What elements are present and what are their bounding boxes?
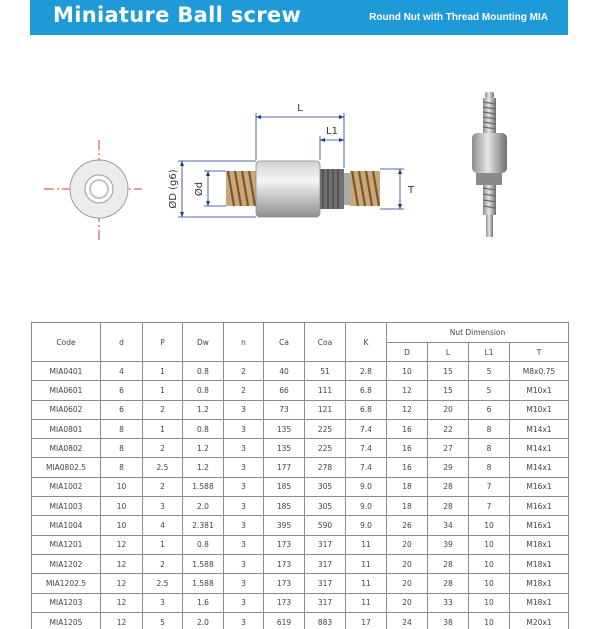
cell-dw: 1.2 <box>183 458 224 477</box>
cell-k: 6.8 <box>346 400 387 419</box>
cell-k: 11 <box>346 593 387 612</box>
cell-n: 3 <box>224 477 264 496</box>
table-row <box>32 419 569 438</box>
header-nut-L1: L1 <box>469 343 510 362</box>
cell-k: 11 <box>346 554 387 573</box>
table-row <box>32 381 569 400</box>
table-row <box>32 458 569 477</box>
cell-p: 2 <box>143 477 183 496</box>
cell-nut-D: 12 <box>387 381 428 400</box>
technical-drawing <box>30 80 430 240</box>
cell-nut-T: M16x1 <box>510 477 569 496</box>
cell-coa: 305 <box>305 477 346 496</box>
table-row <box>32 516 569 535</box>
cell-p: 2 <box>143 400 183 419</box>
table-row <box>32 497 569 516</box>
cell-nut-D: 18 <box>387 497 428 516</box>
cell-code: MIA1004 <box>32 516 101 535</box>
table-row <box>32 554 569 573</box>
header-nut-T: T <box>510 343 569 362</box>
cell-code: MIA0801 <box>32 419 101 438</box>
cell-nut-T: M18x1 <box>510 593 569 612</box>
page-title: Miniature Ball screw <box>53 3 302 27</box>
cell-dw: 1.6 <box>183 593 224 612</box>
spec-table <box>31 322 569 629</box>
cell-nut-L: 15 <box>428 381 469 400</box>
cell-nut-L1: 10 <box>469 612 510 629</box>
cell-p: 1 <box>143 535 183 554</box>
cell-ca: 173 <box>264 554 305 573</box>
spec-table-body <box>32 362 569 629</box>
cell-nut-D: 20 <box>387 593 428 612</box>
cell-d: 12 <box>101 535 143 554</box>
table-row <box>32 593 569 612</box>
cell-n: 3 <box>224 554 264 573</box>
cell-nut-L: 28 <box>428 554 469 573</box>
cell-nut-T: M18x1 <box>510 554 569 573</box>
cell-nut-L1: 10 <box>469 516 510 535</box>
cell-n: 3 <box>224 593 264 612</box>
cell-nut-D: 12 <box>387 400 428 419</box>
cell-code: MIA1201 <box>32 535 101 554</box>
cell-nut-L: 34 <box>428 516 469 535</box>
cell-nut-L1: 5 <box>469 362 510 381</box>
cell-dw: 1.588 <box>183 554 224 573</box>
cell-n: 3 <box>224 400 264 419</box>
cell-d: 12 <box>101 612 143 629</box>
header-nut-dimension: Nut Dimension <box>387 323 569 343</box>
cell-nut-D: 10 <box>387 362 428 381</box>
cell-n: 2 <box>224 381 264 400</box>
cell-ca: 619 <box>264 612 305 629</box>
cell-nut-D: 16 <box>387 439 428 458</box>
cell-nut-L1: 10 <box>469 535 510 554</box>
cell-nut-T: M8x0.75 <box>510 362 569 381</box>
cell-k: 17 <box>346 612 387 629</box>
cell-code: MIA1205 <box>32 612 101 629</box>
header-nut-L: L <box>428 343 469 362</box>
cell-nut-L1: 10 <box>469 554 510 573</box>
cell-code: MIA0401 <box>32 362 101 381</box>
cell-nut-T: M10x1 <box>510 400 569 419</box>
cell-dw: 1.2 <box>183 400 224 419</box>
header-nut-D: D <box>387 343 428 362</box>
cell-dw: 1.588 <box>183 574 224 593</box>
cell-p: 4 <box>143 516 183 535</box>
end-view <box>44 140 142 240</box>
cell-p: 3 <box>143 593 183 612</box>
cell-dw: 0.8 <box>183 419 224 438</box>
cell-d: 10 <box>101 516 143 535</box>
cell-nut-L: 39 <box>428 535 469 554</box>
cell-dw: 2.0 <box>183 612 224 629</box>
table-row <box>32 574 569 593</box>
cell-nut-L: 27 <box>428 439 469 458</box>
cell-nut-T: M14x1 <box>510 458 569 477</box>
cell-nut-T: M16x1 <box>510 516 569 535</box>
cell-p: 1 <box>143 419 183 438</box>
cell-ca: 395 <box>264 516 305 535</box>
side-view <box>226 161 380 217</box>
cell-coa: 317 <box>305 554 346 573</box>
cell-dw: 2.0 <box>183 497 224 516</box>
cell-nut-L1: 5 <box>469 381 510 400</box>
cell-code: MIA1203 <box>32 593 101 612</box>
cell-n: 3 <box>224 612 264 629</box>
header-coa: Coa <box>305 323 346 362</box>
cell-nut-L1: 8 <box>469 439 510 458</box>
cell-nut-L: 28 <box>428 497 469 516</box>
cell-p: 1 <box>143 381 183 400</box>
cell-coa: 883 <box>305 612 346 629</box>
cell-nut-D: 20 <box>387 554 428 573</box>
cell-ca: 173 <box>264 593 305 612</box>
cell-nut-L1: 7 <box>469 477 510 496</box>
cell-k: 9.0 <box>346 516 387 535</box>
cell-code: MIA1002 <box>32 477 101 496</box>
cell-nut-D: 16 <box>387 458 428 477</box>
cell-nut-T: M10x1 <box>510 381 569 400</box>
cell-nut-T: M14x1 <box>510 439 569 458</box>
header-p: P <box>143 323 183 362</box>
cell-nut-D: 18 <box>387 477 428 496</box>
cell-dw: 2.381 <box>183 516 224 535</box>
cell-coa: 51 <box>305 362 346 381</box>
cell-code: MIA1202.5 <box>32 574 101 593</box>
cell-ca: 135 <box>264 419 305 438</box>
cell-ca: 173 <box>264 535 305 554</box>
cell-nut-D: 16 <box>387 419 428 438</box>
cell-ca: 185 <box>264 497 305 516</box>
header-n: n <box>224 323 264 362</box>
cell-p: 5 <box>143 612 183 629</box>
cell-k: 9.0 <box>346 477 387 496</box>
table-row <box>32 400 569 419</box>
cell-nut-L: 33 <box>428 593 469 612</box>
cell-k: 7.4 <box>346 458 387 477</box>
cell-p: 3 <box>143 497 183 516</box>
cell-k: 2.8 <box>346 362 387 381</box>
table-row <box>32 535 569 554</box>
cell-d: 12 <box>101 574 143 593</box>
cell-coa: 317 <box>305 535 346 554</box>
table-row <box>32 362 569 381</box>
cell-code: MIA0802 <box>32 439 101 458</box>
cell-ca: 185 <box>264 477 305 496</box>
cell-nut-L1: 6 <box>469 400 510 419</box>
cell-k: 11 <box>346 574 387 593</box>
cell-nut-T: M20x1 <box>510 612 569 629</box>
cell-ca: 135 <box>264 439 305 458</box>
cell-nut-L1: 7 <box>469 497 510 516</box>
cell-dw: 1.588 <box>183 477 224 496</box>
table-row <box>32 477 569 496</box>
cell-dw: 0.8 <box>183 381 224 400</box>
dim-label-T: T <box>407 185 415 196</box>
header-k: K <box>346 323 387 362</box>
cell-nut-D: 20 <box>387 535 428 554</box>
cell-n: 3 <box>224 458 264 477</box>
table-row <box>32 439 569 458</box>
cell-dw: 0.8 <box>183 535 224 554</box>
cell-d: 6 <box>101 400 143 419</box>
cell-nut-L: 38 <box>428 612 469 629</box>
dim-label-d: Ød <box>194 181 205 197</box>
cell-nut-L: 22 <box>428 419 469 438</box>
cell-code: MIA1003 <box>32 497 101 516</box>
cell-coa: 111 <box>305 381 346 400</box>
cell-ca: 173 <box>264 574 305 593</box>
cell-coa: 590 <box>305 516 346 535</box>
cell-code: MIA0601 <box>32 381 101 400</box>
cell-d: 10 <box>101 497 143 516</box>
cell-nut-L1: 8 <box>469 458 510 477</box>
cell-nut-L: 29 <box>428 458 469 477</box>
cell-n: 3 <box>224 439 264 458</box>
product-photo <box>455 88 525 243</box>
dim-label-L1: L1 <box>326 126 338 137</box>
cell-ca: 177 <box>264 458 305 477</box>
page-subtitle: Round Nut with Thread Mounting MIA <box>369 12 548 23</box>
cell-dw: 0.8 <box>183 362 224 381</box>
cell-k: 11 <box>346 535 387 554</box>
cell-coa: 305 <box>305 497 346 516</box>
cell-d: 12 <box>101 554 143 573</box>
header-dw: Dw <box>183 323 224 362</box>
cell-p: 2.5 <box>143 574 183 593</box>
cell-dw: 1.2 <box>183 439 224 458</box>
header-d: d <box>101 323 143 362</box>
table-row <box>32 612 569 629</box>
cell-code: MIA0602 <box>32 400 101 419</box>
cell-nut-T: M18x1 <box>510 535 569 554</box>
cell-d: 8 <box>101 419 143 438</box>
cell-k: 6.8 <box>346 381 387 400</box>
cell-k: 9.0 <box>346 497 387 516</box>
cell-d: 8 <box>101 439 143 458</box>
cell-d: 10 <box>101 477 143 496</box>
cell-coa: 121 <box>305 400 346 419</box>
cell-nut-D: 26 <box>387 516 428 535</box>
cell-nut-L: 28 <box>428 574 469 593</box>
cell-nut-L: 15 <box>428 362 469 381</box>
cell-coa: 278 <box>305 458 346 477</box>
dim-label-D: ØD (g6) <box>168 169 179 209</box>
cell-p: 1 <box>143 362 183 381</box>
cell-ca: 73 <box>264 400 305 419</box>
cell-coa: 225 <box>305 439 346 458</box>
cell-p: 2 <box>143 554 183 573</box>
cell-n: 3 <box>224 535 264 554</box>
cell-n: 3 <box>224 419 264 438</box>
cell-coa: 317 <box>305 593 346 612</box>
cell-ca: 40 <box>264 362 305 381</box>
cell-d: 6 <box>101 381 143 400</box>
cell-nut-T: M16x1 <box>510 497 569 516</box>
cell-coa: 225 <box>305 419 346 438</box>
cell-n: 2 <box>224 362 264 381</box>
cell-nut-L1: 10 <box>469 574 510 593</box>
header-ca: Ca <box>264 323 305 362</box>
cell-k: 7.4 <box>346 419 387 438</box>
cell-nut-L: 20 <box>428 400 469 419</box>
cell-code: MIA0802.5 <box>32 458 101 477</box>
dim-label-L: L <box>297 103 303 114</box>
cell-coa: 317 <box>305 574 346 593</box>
cell-n: 3 <box>224 516 264 535</box>
header-code: Code <box>32 323 101 362</box>
cell-nut-T: M14x1 <box>510 419 569 438</box>
cell-k: 7.4 <box>346 439 387 458</box>
cell-p: 2.5 <box>143 458 183 477</box>
cell-d: 8 <box>101 458 143 477</box>
cell-p: 2 <box>143 439 183 458</box>
cell-code: MIA1202 <box>32 554 101 573</box>
cell-nut-L1: 10 <box>469 593 510 612</box>
cell-nut-T: M18x1 <box>510 574 569 593</box>
cell-nut-D: 20 <box>387 574 428 593</box>
cell-nut-D: 24 <box>387 612 428 629</box>
cell-d: 4 <box>101 362 143 381</box>
cell-nut-L1: 8 <box>469 419 510 438</box>
cell-ca: 66 <box>264 381 305 400</box>
cell-n: 3 <box>224 497 264 516</box>
cell-d: 12 <box>101 593 143 612</box>
cell-n: 3 <box>224 574 264 593</box>
header-bar <box>30 0 568 35</box>
cell-nut-L: 28 <box>428 477 469 496</box>
